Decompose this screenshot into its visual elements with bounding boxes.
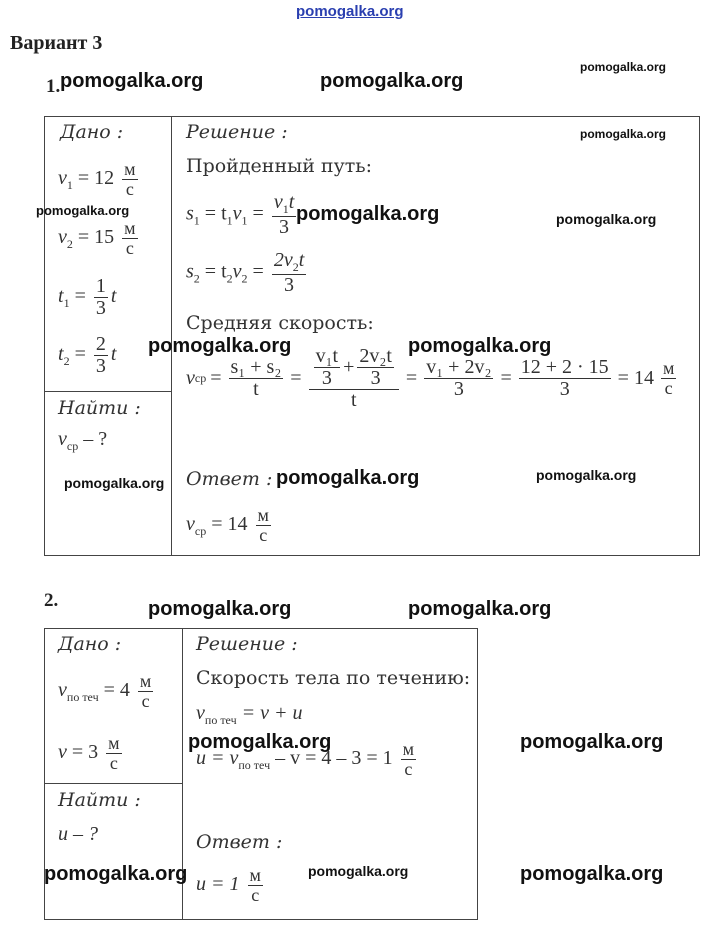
task1-eq-s2: $s_2 = t_2v_2$ = $\frac{2v_2t}{3}$ [186,249,305,296]
task2-find-header: Найти : [58,789,141,811]
watermark: pomogalka.org [408,598,552,620]
task1-eq-vcp: v ср = $\frac{\text{s₁ + s₂}}{t}$ = $\frac{\text{v₁t}}{3}$ + $\frac{\text{2v₂t}}{3}$ t = $\frac{\text{v₁ + 2v₂}}{3}$ = $\frac{12 + 2 \cdot 15}{3}$ = 14 $\frac{м}{с}$ [186,345,675,411]
task1-find-header: Найти : [58,397,141,419]
task2-answer-value: u = 1 $\frac{м}{с}$ [196,865,261,905]
watermark: pomogalka.org [320,70,464,92]
task1-given-t1: $t_1$ = $\frac{1}{3}$ t [58,275,117,319]
task2-label: Скорость тела по течению: [196,667,471,689]
task1-given-v1: $v_1 = 12$ $\frac{м}{с}$ [58,159,136,199]
top-watermark-link[interactable]: pomogalka.org [296,3,404,20]
watermark: pomogalka.org [148,335,292,357]
task2-number: 2. [44,590,59,611]
watermark: pomogalka.org [580,127,667,141]
task1-answer-header: Ответ : [186,468,273,490]
task1-path-label: Пройденный путь: [186,155,373,177]
watermark: pomogalka.org [520,863,664,885]
task1-number: 1. [46,76,61,97]
task1-given-v2: $v_2 = 15$ $\frac{м}{с}$ [58,218,136,258]
task1-answer-value: $v_{ср} = 14$ $\frac{м}{с}$ [186,505,269,545]
task2-answer-header: Ответ : [196,831,283,853]
task2-given-vflow: $v_{по теч} = 4$ $\frac{м}{с}$ [58,671,152,711]
task2-given-v: v = 3 $\frac{м}{с}$ [58,733,120,773]
variant-title: Вариант 3 [10,32,103,54]
watermark: pomogalka.org [556,211,657,227]
task2-eq2: $u = v_{по теч} - v = 4 - 3 = 1$ $\frac{м}{с}$ [196,739,415,779]
task2-given-find-divider [44,783,182,784]
watermark: pomogalka.org [64,475,165,491]
task1-avg-label: Средняя скорость: [186,312,374,334]
watermark: pomogalka.org [308,863,409,879]
watermark: pomogalka.org [188,731,332,753]
task2-find-value: u – ? [58,823,98,845]
task1-given-find-divider [44,391,171,392]
watermark: pomogalka.org [520,731,664,753]
watermark: pomogalka.org [276,467,420,489]
task2-eq1: $v_{по теч} = v + u$ [196,702,303,727]
watermark: pomogalka.org [36,203,130,218]
watermark: pomogalka.org [536,467,637,483]
task1-eq-s1: $s_1 = t_1v_1$ = $\frac{v_1t}{3}$ [186,191,295,238]
watermark: pomogalka.org [408,335,552,357]
watermark: pomogalka.org [148,598,292,620]
task2-solution-header: Решение : [196,633,298,655]
task1-find-value: $v_{ср}$ – ? [58,428,108,453]
task1-given-header: Дано : [60,121,124,143]
watermark: pomogalka.org [44,863,188,885]
task1-given-t2: $t_2$ = $\frac{2}{3}$ t [58,333,117,377]
task1-solution-header: Решение : [186,121,288,143]
watermark: pomogalka.org [580,60,667,74]
watermark: pomogalka.org [296,203,440,225]
watermark: pomogalka.org [60,70,204,92]
task2-given-header: Дано : [58,633,122,655]
